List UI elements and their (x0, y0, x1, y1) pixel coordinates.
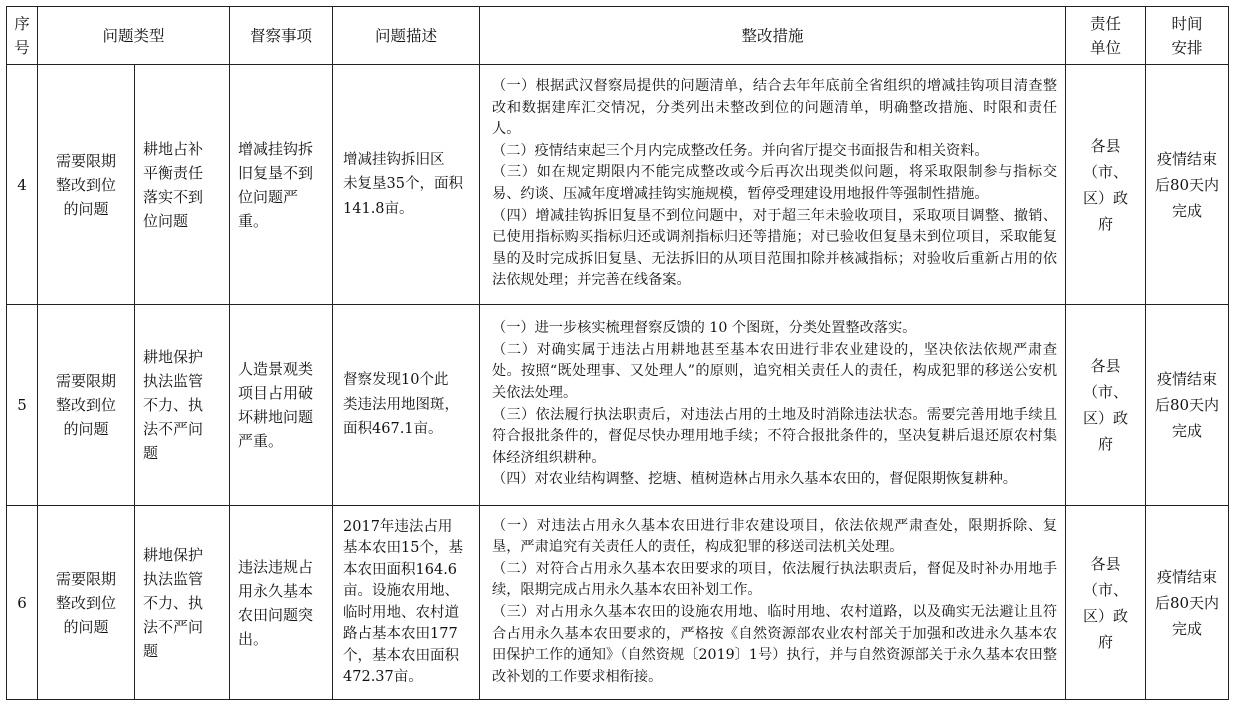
measure-item: （一）进一步核实梳理督察反馈的 10 个图斑，分类处置整改落实。 (492, 320, 917, 337)
schedule: 疫情结束 后80天内 完成 (1146, 65, 1229, 305)
issue-type-sub: 耕地保护 执法监管 不力、执 法不严问 题 (135, 305, 230, 506)
measure-item: （二）对确实属于违法占用耕地甚至基本农田进行非农业建设的，坚决依法依规严肃查处。按照“既处理事、又处理人”的原则，追究相关责任人的责任，构成犯罪的移送公安机关依法处理。 (492, 341, 1058, 401)
header-supervision-item: 督察事项 (230, 7, 333, 65)
header-description: 问题描述 (333, 7, 480, 65)
row-seq: 6 (7, 506, 38, 700)
header-measures: 整改措施 (480, 7, 1066, 65)
measure-item: （三）如在规定期限内不能完成整改或今后再次出现类似问题，将采取限制参与指标交易、约谈、压减年度增减挂钩实施规模，暂停受理建设用地报件等强制性措施。 (492, 164, 1058, 202)
supervision-item: 违法违规占 用永久基本 农田问题突 出。 (230, 506, 333, 700)
header-issue-type: 问题类型 (38, 7, 230, 65)
header-responsible-unit: 责任 单位 (1066, 7, 1146, 65)
responsible-unit: 各县 （市、 区）政 府 (1066, 305, 1146, 506)
problem-description: 督察发现10个此 类违法用地图斑， 面积467.1亩。 (333, 305, 480, 506)
issue-type-main: 需要限期 整改到位 的问题 (38, 305, 135, 506)
measure-item: （三）依法履行执法职责后，对违法占用的土地及时消除违法状态。需要完善用地手续且符合报批条件的，督促尽快办理用地手续；不符合报批条件的，坚决复耕后退还原农村集体经济组织耕种。 (492, 406, 1058, 466)
measure-item: （二）疫情结束起三个月内完成整改任务。并向省厅提交书面报告和相关资料。 (492, 142, 989, 159)
measures-cell (480, 305, 1066, 506)
header-seq: 序 号 (7, 7, 38, 65)
issue-type-main: 需要限期 整改到位 的问题 (38, 506, 135, 700)
responsible-unit: 各县 （市、 区）政 府 (1066, 65, 1146, 305)
issue-type-main: 需要限期 整改到位 的问题 (38, 65, 135, 305)
issue-type-sub: 耕地占补 平衡责任 落实不到 位问题 (135, 65, 230, 305)
problem-description: 2017年违法占用 基本农田15个，基 本农田面积164.6 亩。设施农用地、 临时用地、农村道 路占基本农田177 个，基本农田面积 472.37亩。 (333, 506, 480, 700)
schedule: 疫情结束 后80天内 完成 (1146, 506, 1229, 700)
schedule: 疫情结束 后80天内 完成 (1146, 305, 1229, 506)
row-seq: 5 (7, 305, 38, 506)
measure-item: （二）对符合占用永久基本农田要求的项目，依法履行执法职责后，督促及时补办用地手续，限期完成占用永久基本农田补划工作。 (492, 560, 1058, 599)
issue-type-sub: 耕地保护 执法监管 不力、执 法不严问 题 (135, 506, 230, 700)
measure-item: （一）对违法占用永久基本农田进行非农建设项目，依法依规严肃查处，限期拆除、复垦，严肃追究有关责任人的责任，构成犯罪的移送司法机关处理。 (492, 517, 1058, 556)
measures-cell (480, 506, 1066, 700)
header-schedule: 时间 安排 (1146, 7, 1229, 65)
measure-item: （四）增减挂钩拆旧复垦不到位问题中，对于超三年未验收项目，采取项目调整、撤销、已使用指标购买指标归还或调剂指标归还等措施；对已验收但复垦未到位项目，采取能复垦的及时完成拆旧复垦、无法拆旧的从项目范围扣除并核减指标；对验收后重新占用的依法依规处理；并完善在线备案。 (492, 207, 1058, 289)
measure-item: （四）对农业结构调整、挖塘、植树造林占用永久基本农田的，督促限期恢复耕种。 (492, 471, 1017, 488)
header-row (7, 7, 1229, 65)
responsible-unit: 各县 （市、 区）政 府 (1066, 506, 1146, 700)
table-row (7, 305, 1229, 506)
row-seq: 4 (7, 65, 38, 305)
problem-description: 增减挂钩拆旧区 未复垦35个，面积 141.8亩。 (333, 65, 480, 305)
rectification-table (6, 6, 1229, 700)
measure-item: （一）根据武汉督察局提供的问题清单，结合去年年底前全省组织的增减挂钩项目清查整改和数据建库汇交情况，分类列出未整改到位的问题清单，明确整改措施、时限和责任人。 (492, 78, 1058, 138)
supervision-item: 增减挂钩拆 旧复垦不到 位问题严 重。 (230, 65, 333, 305)
supervision-item: 人造景观类 项目占用破 坏耕地问题 严重。 (230, 305, 333, 506)
measures-cell (480, 65, 1066, 305)
table-row (7, 65, 1229, 305)
table-row (7, 506, 1229, 700)
measure-item: （三）对占用永久基本农田的设施农用地、临时用地、农村道路，以及确实无法避让且符合占用永久基本农田要求的，严格按《自然资源部农业农村部关于加强和改进永久基本农田保护工作的通知》（自然资规〔2019〕1号）执行，并与自然资源部关于永久基本农田整改补划的工作要求相衔接。 (492, 604, 1058, 685)
